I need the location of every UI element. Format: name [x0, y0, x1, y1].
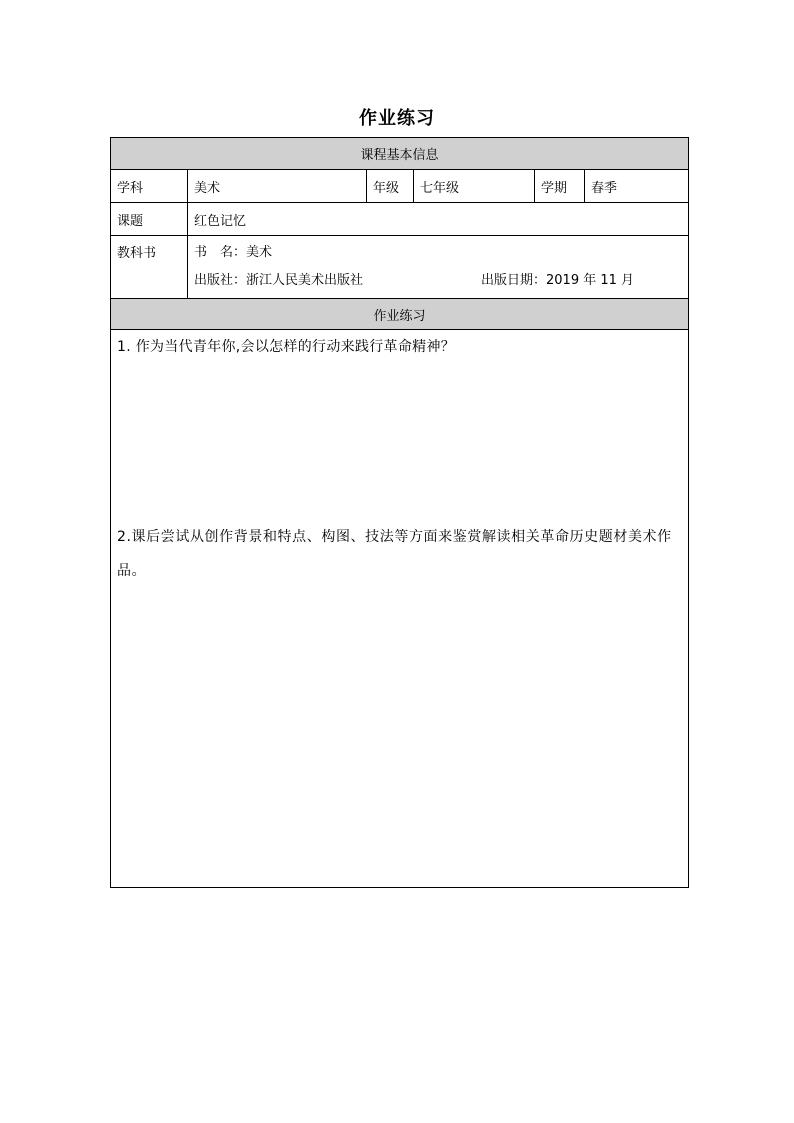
basic-info-header: 课程基本信息: [111, 138, 689, 170]
topic-row: [111, 203, 689, 236]
basic-info-header-row: [111, 138, 689, 170]
page-title: 作业练习: [359, 108, 435, 129]
subject-value: 美术: [188, 170, 367, 203]
exercise-header-row: [111, 299, 689, 330]
publish-date-line: 出版日期：2019 年 11 月: [481, 273, 635, 288]
grade-value: 七年级: [414, 170, 535, 203]
term-label: 学期: [535, 170, 585, 203]
homework-table: [110, 137, 689, 888]
exercise-row: [111, 330, 689, 888]
textbook-label-text: 教科书: [117, 246, 157, 261]
topic-label: 课题: [111, 203, 188, 236]
question-2: 2.课后尝试从创作背景和特点、构图、技法等方面来鉴赏解读相关革命历史题材美术作品。: [117, 529, 672, 579]
exercise-content: [111, 330, 689, 888]
textbook-row: [111, 236, 689, 299]
book-name-line: 书 名：美术: [194, 245, 273, 260]
textbook-details: [188, 236, 689, 299]
topic-value: 红色记忆: [188, 203, 689, 236]
exercise-header: 作业练习: [111, 299, 689, 330]
grade-label: 年级: [367, 170, 414, 203]
question-1: 1. 作为当代青年你,会以怎样的行动来践行革命精神？: [117, 339, 456, 355]
publisher-line: 出版社：浙江人民美术出版社: [194, 273, 364, 288]
textbook-label: [111, 236, 188, 299]
publisher-row: [194, 268, 688, 294]
subject-row: [111, 170, 689, 203]
subject-label: 学科: [111, 170, 188, 203]
term-value: 春季: [585, 170, 689, 203]
